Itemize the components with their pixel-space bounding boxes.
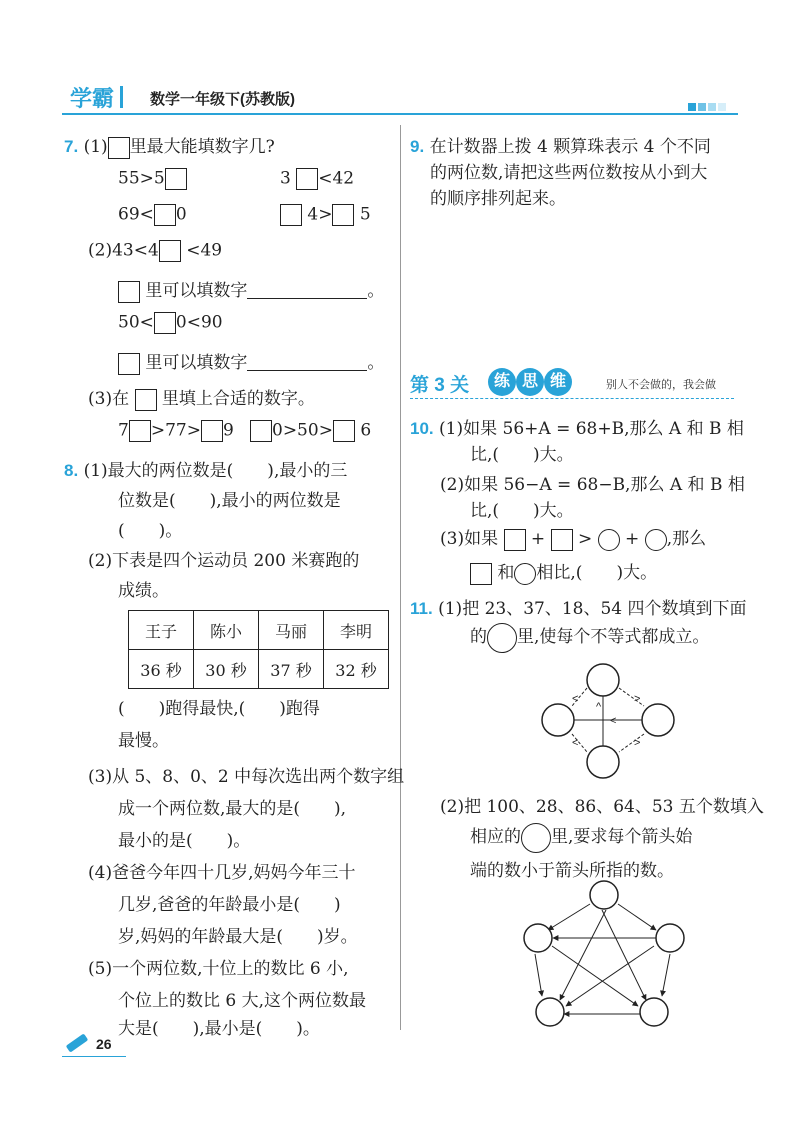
q7-number: 7. xyxy=(64,137,79,156)
pentagon-arrows xyxy=(535,904,670,1014)
q11-number: 11. xyxy=(410,599,433,618)
pentagon-circle[interactable] xyxy=(536,998,564,1026)
q8-p5-line3: 大是( ),最小是( )。 xyxy=(118,1019,320,1039)
answer-box[interactable] xyxy=(250,420,272,442)
table-cell: 马丽 xyxy=(259,611,324,650)
answer-box[interactable] xyxy=(118,353,140,375)
q10-p2-line1: (2)如果 56−A = 68−B,那么 A 和 B 相 xyxy=(440,475,745,495)
q8-p3-line3: 最小的是( )。 xyxy=(118,831,251,851)
section-title: 第 3 关 xyxy=(410,375,470,396)
q8-p3-line2: 成一个两位数,最大的是( ), xyxy=(118,799,347,819)
answer-circle[interactable] xyxy=(487,623,517,653)
diagram-circle[interactable] xyxy=(587,746,619,778)
q8-number: 8. xyxy=(64,461,79,480)
diagram-circle[interactable] xyxy=(542,704,574,736)
q8-p2-line3: ( )跑得最快,( )跑得 xyxy=(118,699,320,719)
answer-circle[interactable] xyxy=(521,823,551,853)
answer-box[interactable] xyxy=(333,420,355,442)
answer-box[interactable] xyxy=(154,312,176,334)
banner-underline xyxy=(410,398,734,399)
answer-box[interactable] xyxy=(135,389,157,411)
answer-box[interactable] xyxy=(280,204,302,226)
diagram-circle[interactable] xyxy=(587,664,619,696)
q10-p1-line2: 比,( )大。 xyxy=(470,445,574,465)
table-cell: 30 秒 xyxy=(194,650,259,689)
q7-p3-row: 7 >77> 9 0>50> 6 xyxy=(118,420,372,441)
answer-box[interactable] xyxy=(154,204,176,226)
q8-p2-line2: 成绩。 xyxy=(118,581,169,601)
q8-p1-line2: 位数是( ),最小的两位数是 xyxy=(118,491,341,511)
answer-box[interactable] xyxy=(129,420,151,442)
pentagon-circle[interactable] xyxy=(524,924,552,952)
table-cell: 李明 xyxy=(324,611,389,650)
q7-part2: (2)43<4 <49 xyxy=(88,240,223,261)
q8-p2-line4: 最慢。 xyxy=(118,731,169,751)
table-cell: 36 秒 xyxy=(129,650,194,689)
q7-p1-row2b: 4> 5 xyxy=(280,204,371,226)
q11-p2-line2: 相应的 里,要求每个箭头始 xyxy=(470,822,692,853)
q11-p1-line2: 的 里,使每个不等式都成立。 xyxy=(470,622,709,653)
table-row xyxy=(129,611,389,650)
q7-p2-fill1: 里可以填数字 。 xyxy=(118,276,384,303)
badge-char: 思 xyxy=(516,368,544,396)
pencil-icon xyxy=(66,1033,89,1052)
diagram-sign: < xyxy=(572,737,579,749)
q7-p2-fill2: 里可以填数字 。 xyxy=(118,348,384,375)
answer-blank[interactable] xyxy=(247,297,367,299)
q10-p3-line2: 和 相比,( )大。 xyxy=(470,558,657,585)
q8-p4-line2: 几岁,爸爸的年龄最小是( ) xyxy=(118,895,341,915)
answer-box[interactable] xyxy=(159,240,181,262)
q9-line1: 9. 在计数器上拨 4 颗算珠表示 4 个不同 xyxy=(410,137,711,157)
answer-blank[interactable] xyxy=(247,369,367,371)
header-rule xyxy=(62,113,738,115)
q9-number: 9. xyxy=(410,137,425,156)
answer-box[interactable] xyxy=(201,420,223,442)
q7-p2-row2: 50< 0<90 xyxy=(118,312,223,333)
q8-p3-line1: (3)从 5、8、0、2 中每次选出两个数字组 xyxy=(88,767,405,787)
answer-box[interactable] xyxy=(165,168,187,190)
race-results-table xyxy=(128,610,389,689)
q8-p5-line2: 个位上的数比 6 大,这个两位数最 xyxy=(118,991,367,1011)
q8-p4-line1: (4)爸爸今年四十几岁,妈妈今年三十 xyxy=(88,863,356,883)
q7-p1-row1b: 3 <42 xyxy=(280,168,355,189)
diagram-sign: < xyxy=(572,693,579,705)
answer-box[interactable] xyxy=(118,281,140,303)
answer-box[interactable] xyxy=(504,529,526,551)
diagram-sign: < xyxy=(610,715,617,727)
diagram-sign: ^ xyxy=(596,701,602,713)
q7-part3: (3)在 里填上合适的数字。 xyxy=(88,389,315,409)
book-title: 数学一年级下(苏教版) xyxy=(150,91,295,108)
q8-part1: 8. (1)最大的两位数是( ),最小的三 xyxy=(64,461,348,481)
pentagon-circle[interactable] xyxy=(640,998,668,1026)
q7-p1-row2: 69< 0 xyxy=(118,204,187,225)
badge-char: 维 xyxy=(544,368,572,396)
answer-circle[interactable] xyxy=(514,563,536,585)
table-cell: 32 秒 xyxy=(324,650,389,689)
diagram-sign: > xyxy=(634,737,641,749)
q11-p2-line1: (2)把 100、28、86、64、53 五个数填入 xyxy=(440,797,764,817)
q8-p2-line1: (2)下表是四个运动员 200 米赛跑的 xyxy=(88,551,360,571)
q9-line2: 的两位数,请把这些两位数按从小到大 xyxy=(430,163,708,183)
diagram-circle[interactable] xyxy=(642,704,674,736)
table-cell: 陈小 xyxy=(194,611,259,650)
pentagon-circle[interactable] xyxy=(590,881,618,909)
table-row xyxy=(129,650,389,689)
q10-p2-line2: 比,( )大。 xyxy=(470,501,574,521)
pentagon-circle[interactable] xyxy=(656,924,684,952)
header xyxy=(62,80,738,114)
q11-p1-line1: 11. (1)把 23、37、18、54 四个数填到下面 xyxy=(410,599,747,619)
answer-circle[interactable] xyxy=(598,529,620,551)
answer-circle[interactable] xyxy=(645,529,667,551)
q7-part1: 7. (1) 里最大能填数字几? xyxy=(64,137,275,157)
q9-line3: 的顺序排列起来。 xyxy=(430,189,566,209)
logo-divider xyxy=(120,86,123,108)
answer-box[interactable] xyxy=(332,204,354,226)
answer-box[interactable] xyxy=(108,137,130,159)
inequality-diagram xyxy=(530,652,700,784)
pentagon-diagram xyxy=(520,880,702,1030)
table-cell: 37 秒 xyxy=(259,650,324,689)
page-number: 26 xyxy=(96,1036,112,1052)
q10-p3-line1: (3)如果 + > + ,那么 xyxy=(440,529,707,549)
answer-box[interactable] xyxy=(296,168,318,190)
q8-p5-line1: (5)一个两位数,十位上的数比 6 小, xyxy=(88,959,349,979)
footer-rule xyxy=(62,1056,126,1057)
footer xyxy=(62,1036,126,1058)
table-cell: 王子 xyxy=(129,611,194,650)
badge-char: 练 xyxy=(488,368,516,396)
column-divider xyxy=(400,125,401,1030)
diagram-sign: > xyxy=(634,693,641,705)
logo: 学霸 xyxy=(70,86,115,111)
q11-p2-line3: 端的数小于箭头所指的数。 xyxy=(470,861,674,881)
answer-box[interactable] xyxy=(551,529,573,551)
section-slogan: 别人不会做的，我会做 xyxy=(606,378,716,391)
q7-p1-row1: 55>5 xyxy=(118,168,187,190)
q10-p1-line1: 10. (1)如果 56+A = 68+B,那么 A 和 B 相 xyxy=(410,419,744,439)
section-banner xyxy=(410,368,738,402)
answer-box[interactable] xyxy=(470,563,492,585)
q8-p4-line3: 岁,妈妈的年龄最大是( )岁。 xyxy=(118,927,358,947)
q8-p1-line3: ( )。 xyxy=(118,521,183,541)
q10-number: 10. xyxy=(410,419,434,438)
